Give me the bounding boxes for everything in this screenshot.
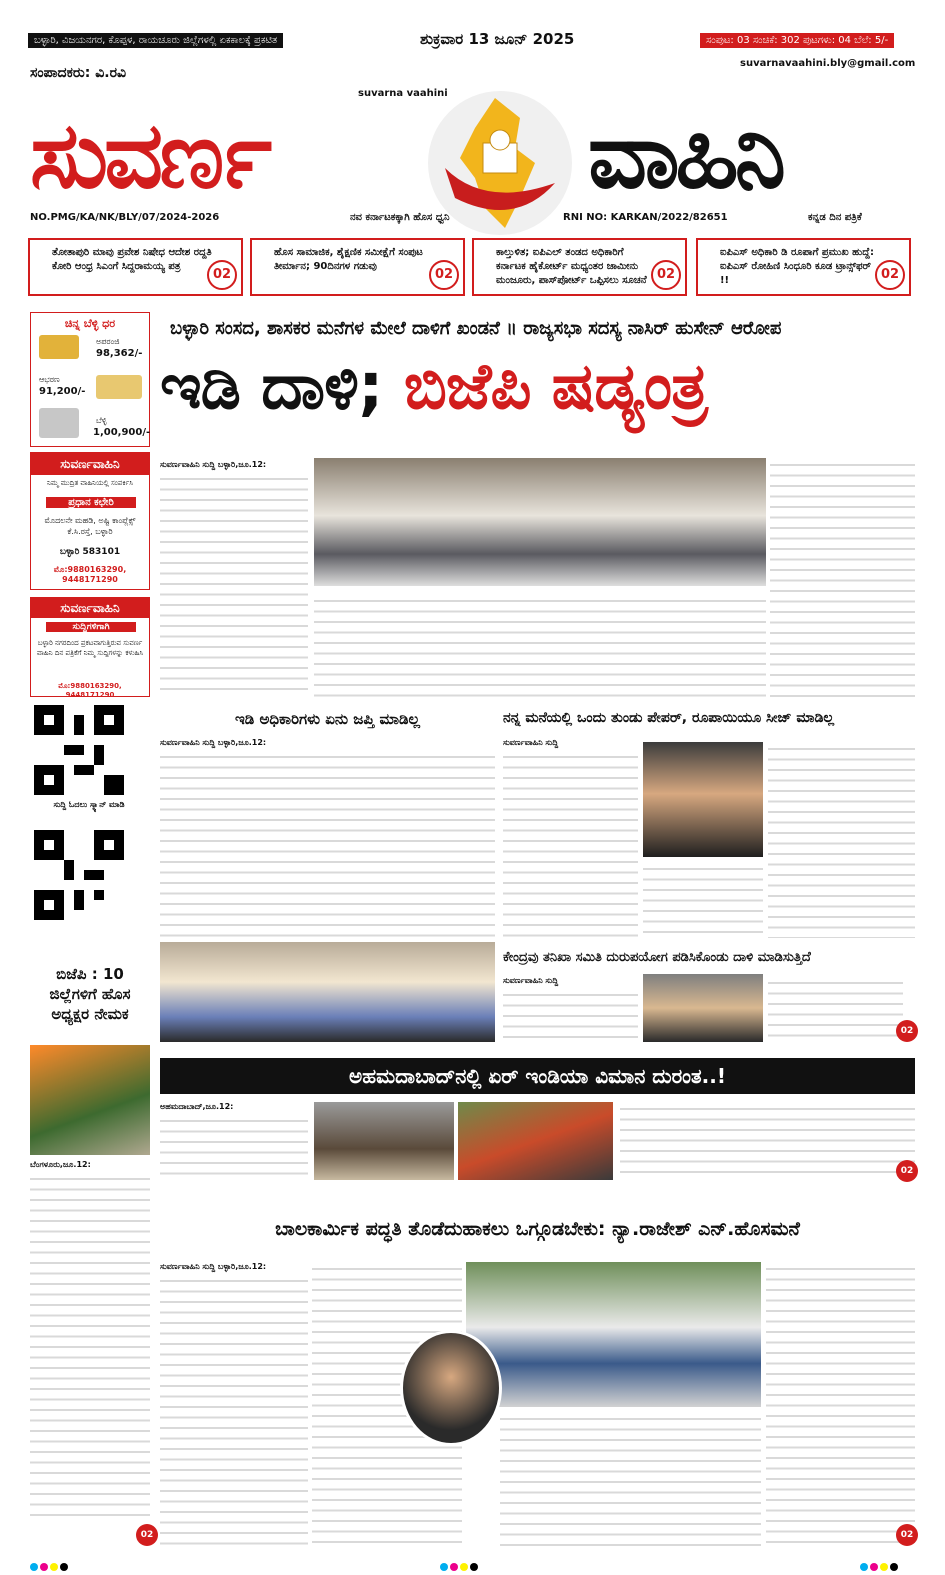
silver-bar-icon (39, 408, 79, 438)
issue-date: ಶುಕ್ರವಾರ 13 ಜೂನ್ 2025 (420, 30, 575, 48)
qr-caption: ಸುದ್ದಿ ಓದಲು ಸ್ಕ್ಯಾನ್ ಮಾಡಿ (53, 800, 125, 809)
print-registration-marks (440, 1556, 480, 1566)
house-byline: ಸುವರ್ಣವಾಹಿನಿ ಸುದ್ದಿ (503, 738, 559, 747)
central-story-col3 (768, 976, 903, 1042)
volume-info: ಸಂಪುಟ: 03 ಸಂಚಿಕೆ: 302 ಪುಟಗಳು: 04 ಬೆಲೆ: 5/- (700, 33, 894, 48)
silver-price: 1,00,900/- (93, 427, 151, 438)
air-byline: ಅಹಮದಾಬಾದ್,ಜೂ.12: (160, 1102, 234, 1111)
lead-story-body (314, 594, 766, 698)
ad-title: ಪ್ರಧಾನ ಕಛೇರಿ (46, 497, 136, 508)
rni-number: RNI NO: KARKAN/2022/82651 (563, 212, 728, 223)
teaser-text: ತೋತಾಪುರಿ ಮಾವು ಪ್ರವೇಶ ನಿಷೇಧ ಆದೇಶ ರದ್ದತಿ ಕೋರಿ ಆಂಧ್ರ ಸಿಎಂಗೆ ಸಿದ್ದರಾಮಯ್ಯ ಪತ್ರ (52, 247, 212, 272)
qr-code-icon[interactable] (34, 830, 124, 920)
ad-phone[interactable]: ಮೊ:9880163290, 9448171290 (58, 682, 122, 699)
central-story-photo (643, 974, 763, 1042)
house-story-col1 (503, 750, 638, 938)
ed-story-photo (160, 942, 495, 1042)
teaser-item[interactable] (472, 238, 687, 296)
print-registration-marks (860, 1556, 900, 1566)
region-line: ಬಳ್ಳಾರಿ, ವಿಜಯನಗರ, ಕೊಪ್ಪಳ, ರಾಯಚೂರು ಜಿಲ್ಲೆಗಳಲ್ಲಿ ಏಕಕಾಲಕ್ಕೆ ಪ್ರಕಟಿತ (28, 33, 283, 48)
bjp-byline: ಬೆಂಗಳೂರು,ಜೂ.12: (30, 1160, 91, 1169)
house-story-head: ನನ್ನ ಮನೆಯಲ್ಲಿ ಒಂದು ತುಂಡು ಪೇಪರ್, ರೂಪಾಯಿಯೂ ಸೀಜ್ ಮಾಡಿಲ್ಲ (503, 710, 835, 726)
teaser-text: ಕಾಲ್ತುಳಿತ; ಐಪಿಎಲ್ ತಂಡದ ಅಧಿಕಾರಿಗೆ ಕರ್ನಾಟಕ ಹೈಕೋರ್ಟ್ ಮಧ್ಯಂತರ ಜಾಮೀನು ಮಂಜೂರು, ಪಾಸ್‌ಪೋರ್ಟ್ ಒಪ್ಪಿಸಲು ಸೂಚನೆ (496, 247, 647, 286)
press-meet-photo (314, 458, 766, 586)
mla-photo (643, 742, 763, 857)
teaser-page: 02 (875, 260, 905, 290)
teaser-text: ಹೊಸ ಸಾಮಾಜಿಕ, ಶೈಕ್ಷಣಿಕ ಸಮೀಕ್ಷೆಗೆ ಸಂಪುಟ ತೀರ್ಮಾನ; 90ದಿನಗಳ ಗಡುವು (274, 247, 423, 272)
gold-22-price: 91,200/- (39, 386, 86, 397)
child-labour-head: ಬಾಲಕಾರ್ಮಿಕ ಪದ್ಧತಿ ತೊಡೆದುಹಾಕಲು ಒಗ್ಗೂಡಬೇಕು: ನ್ಯಾ.ರಾಜೇಶ್ ಎನ್.ಹೊಸಮನೆ (275, 1218, 800, 1240)
office-ad (30, 452, 150, 590)
headline-part-b: ಬಿಜೆಪಿ ಷಡ್ಯಂತ್ರ (403, 350, 707, 424)
masthead-title-right: ವಾಹಿನಿ (588, 102, 782, 209)
teaser-item[interactable] (28, 238, 243, 296)
ad-brand: ಸುವರ್ಣವಾಹಿನಿ (31, 598, 149, 618)
teaser-item[interactable] (250, 238, 465, 296)
ad-brand: ಸುವರ್ಣವಾಹಿನಿ (31, 453, 149, 475)
bjp-story-text (30, 1172, 150, 1522)
child-story-col4 (766, 1262, 915, 1546)
teaser-page: 02 (651, 260, 681, 290)
ad-pin: ಬಳ್ಳಾರಿ 583101 (59, 547, 121, 557)
lead-story-col1 (160, 472, 308, 698)
child-story-col1 (160, 1274, 308, 1546)
teaser-page: 02 (429, 260, 459, 290)
lead-kicker: ಬಳ್ಳಾರಿ ಸಂಸದ, ಶಾಸಕರ ಮನೆಗಳ ಮೇಲೆ ದಾಳಿಗೆ ಖಂಡನೆ ॥ ರಾಜ್ಯಸಭಾ ಸದಸ್ಯ ನಾಸಿರ್ ಹುಸೇನ್ ಆರೋಪ (170, 318, 782, 339)
central-byline: ಸುವರ್ಣವಾಹಿನಿ ಸುದ್ದಿ (503, 976, 559, 985)
jewellery-icon (96, 375, 142, 399)
bjp-box-title: ಬಿಜೆಪಿ : 10 ಜಿಲ್ಲೆಗಳಿಗೆ ಹೊಸ ಅಧ್ಯಕ್ಷರ ನೇಮಕ (49, 965, 131, 1023)
air-india-headline: ಅಹಮದಾಬಾದ್‌ನಲ್ಲಿ ಏರ್ ಇಂಡಿಯಾ ವಿಮಾನ ದುರಂತ..! (160, 1058, 915, 1094)
house-story-col3 (768, 742, 915, 938)
gold-title: ಚಿನ್ನ ಬೆಳ್ಳಿ ಧರ (64, 317, 116, 330)
continued-badge[interactable]: 02 (896, 1160, 918, 1182)
continued-badge[interactable]: 02 (896, 1524, 918, 1546)
gold-24-price: 98,362/- (96, 348, 143, 359)
headline-part-a: ಇಡಿ ದಾಳಿ; (160, 350, 383, 424)
ed-byline: ಸುವರ್ಣವಾಹಿನಿ ಸುದ್ದಿ ಬಳ್ಳಾರಿ,ಜೂ.12: (160, 738, 267, 747)
teaser-strip (28, 238, 914, 298)
contact-email[interactable]: suvarnavaahini.bly@gmail.com (740, 58, 916, 69)
ed-story-text (160, 750, 495, 938)
ed-story-head: ಇಡಿ ಅಧಿಕಾರಿಗಳು ಏನು ಜಪ್ತಿ ಮಾಡಿಲ್ಲ (235, 710, 420, 728)
gold-bar-icon (39, 335, 79, 359)
editor-line: ಸಂಪಾದಕರು: ವಿ.ರವಿ (30, 65, 127, 81)
ad-sub: ನಿಮ್ಮ ಮುದ್ರಿತ ವಾಹಿನಿಯಲ್ಲಿ ಸಂಪರ್ಕಿಸಿ (47, 479, 133, 487)
child-story-col3 (500, 1412, 761, 1546)
house-story-col2 (643, 862, 763, 938)
judge-photo (400, 1330, 502, 1446)
gold-price-box (30, 312, 150, 447)
air-story-col2 (620, 1102, 915, 1180)
daily-label: ಕನ್ನಡ ದಿನ ಪತ್ರಿಕೆ (808, 212, 862, 223)
qr-code-icon[interactable] (34, 705, 124, 795)
gold-24-label: ಅಪರಂಜಿ (96, 337, 120, 346)
central-story-col1 (503, 988, 638, 1042)
lead-byline: ಸುವರ್ಣವಾಹಿನಿ ಸುದ್ದಿ ಬಳ್ಳಾರಿ,ಜೂ.12: (160, 460, 267, 469)
registration-number: NO.PMG/KA/NK/BLY/07/2024-2026 (30, 212, 220, 223)
news-ad (30, 597, 150, 697)
ad-address: ಮೊದಲನೇ ಮಹಡಿ, ಅಷ್ಟಿ ಕಾಂಪ್ಲೆಕ್ಸ್ ಕೆ.ಸಿ.ರಸ್ತೆ, ಬಳ್ಳಾರಿ (44, 516, 136, 536)
crash-photo-2 (458, 1102, 613, 1180)
silver-label: ಬೆಳ್ಳಿ (96, 416, 107, 425)
teaser-text: ಐಪಿಎಸ್ ಅಧಿಕಾರಿ ಡಿ ರೂಪಾಗೆ ಪ್ರಮುಖ ಹುದ್ದೆ: ಐಪಿಎಸ್ ರೋಹಿಣಿ ಸಿಂಧೂರಿ ಕೂಡ ಟ್ರಾನ್ಸ್‌ಫರ್ !! (720, 247, 875, 286)
lead-headline (160, 350, 707, 424)
ad-text: ಬಳ್ಳಾರಿ ನಗರದಿಂದ ಪ್ರಕಟವಾಗುತ್ತಿರುವ ಸುವರ್ಣ ವಾಹಿನಿ ದಿನ ಪತ್ರಿಕೆಗೆ ನಿಮ್ಮ ಸುದ್ದಿಗಳನ್ನು ಕಳುಹಿಸಿ (36, 639, 144, 657)
lead-story-col3 (770, 458, 915, 698)
teaser-page: 02 (207, 260, 237, 290)
print-registration-marks (30, 1556, 70, 1566)
air-story-col1 (160, 1114, 308, 1178)
tagline: ನವ ಕರ್ನಾಟಕಕ್ಕಾಗಿ ಹೊಸ ಧ್ವನಿ (350, 212, 450, 223)
ad-title: ಸುದ್ದಿಗಳಿಗಾಗಿ (46, 622, 136, 632)
brand-small: suvarna vaahini (358, 88, 448, 99)
teaser-item[interactable] (696, 238, 911, 296)
continued-badge[interactable]: 02 (896, 1020, 918, 1042)
gold-22-label: ಆಭರಣ (39, 375, 60, 384)
continued-badge[interactable]: 02 (136, 1524, 158, 1546)
central-story-head: ಕೇಂದ್ರವು ತನಿಖಾ ಸಮಿತಿ ದುರುಪಯೋಗ ಪಡಿಸಿಕೊಂಡು ದಾಳಿ ಮಾಡಿಸುತ್ತಿದೆ (503, 950, 811, 965)
child-labour-photo (466, 1262, 761, 1407)
bjp-rally-photo (30, 1045, 150, 1155)
child-byline: ಸುವರ್ಣವಾಹಿನಿ ಸುದ್ದಿ ಬಳ್ಳಾರಿ,ಜೂ.12: (160, 1262, 267, 1271)
masthead-title-left: ಸುವರ್ಣ (30, 102, 269, 209)
crash-photo-1 (314, 1102, 454, 1180)
ad-phone[interactable]: ಮೊ:9880163290, 9448171290 (53, 565, 127, 584)
